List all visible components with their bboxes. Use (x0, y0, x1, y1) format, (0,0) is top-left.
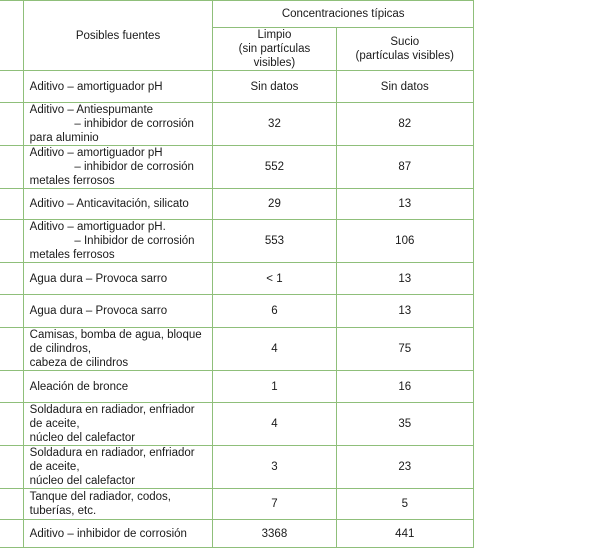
row-clean-value: 3368 (213, 520, 336, 548)
row-source: Aditivo – inhibidor de corrosión (23, 520, 213, 548)
table-row (0, 489, 474, 520)
row-element (0, 189, 23, 220)
table-row (0, 146, 474, 189)
row-clean-value: 552 (213, 146, 336, 189)
row-clean-value: 4 (213, 403, 336, 446)
row-element (0, 371, 23, 403)
table-row (0, 220, 474, 263)
row-dirty-value: 23 (336, 446, 473, 489)
row-source: Aditivo – Anticavitación, silicato (23, 189, 213, 220)
row-clean-value: < 1 (213, 263, 336, 295)
row-dirty-value: 13 (336, 263, 473, 295)
row-source: Aditivo – Antiespumante – inhibidor de corrosión para aluminio (23, 103, 213, 146)
row-clean-value: 4 (213, 328, 336, 371)
row-dirty-value: 82 (336, 103, 473, 146)
header-dirty: Sucio (partículas visibles) (336, 28, 473, 71)
table-row (0, 403, 474, 446)
table-row (0, 295, 474, 328)
row-clean-value: 7 (213, 489, 336, 520)
row-clean-value: 553 (213, 220, 336, 263)
row-element (0, 71, 23, 103)
row-source: Tanque del radiador, codos, tuberías, etc. (23, 489, 213, 520)
row-dirty-value: 87 (336, 146, 473, 189)
row-clean-value: 29 (213, 189, 336, 220)
row-clean-value: 3 (213, 446, 336, 489)
row-clean-value: 6 (213, 295, 336, 328)
table-row (0, 328, 474, 371)
table-row (0, 520, 474, 548)
row-element (0, 263, 23, 295)
row-clean-value: Sin datos (213, 71, 336, 103)
row-clean-value: 1 (213, 371, 336, 403)
row-clean-value: 32 (213, 103, 336, 146)
header-sources: Posibles fuentes (23, 1, 213, 71)
row-source: Camisas, bomba de agua, bloque de cilindros, cabeza de cilindros (23, 328, 213, 371)
row-dirty-value: 35 (336, 403, 473, 446)
row-dirty-value: 16 (336, 371, 473, 403)
header-element (0, 1, 23, 71)
header-clean: Limpio (sin partículas visibles) (213, 28, 336, 71)
row-element (0, 446, 23, 489)
table-row (0, 446, 474, 489)
row-source: Aditivo – amortiguador pH – inhibidor de corrosión metales ferrosos (23, 146, 213, 189)
row-element (0, 328, 23, 371)
row-dirty-value: 5 (336, 489, 473, 520)
row-element (0, 103, 23, 146)
row-element (0, 520, 23, 548)
row-element (0, 489, 23, 520)
row-element (0, 295, 23, 328)
row-source: Aleación de bronce (23, 371, 213, 403)
row-element (0, 403, 23, 446)
table-row (0, 371, 474, 403)
row-dirty-value: 13 (336, 189, 473, 220)
row-source: Aditivo – amortiguador pH. – Inhibidor de corrosión metales ferrosos (23, 220, 213, 263)
table-row (0, 263, 474, 295)
row-dirty-value: 441 (336, 520, 473, 548)
table-row (0, 103, 474, 146)
row-dirty-value: 13 (336, 295, 473, 328)
row-source: Agua dura – Provoca sarro (23, 295, 213, 328)
header-concentrations: Concentraciones típicas (213, 1, 474, 28)
table-row (0, 71, 474, 103)
row-element (0, 146, 23, 189)
row-dirty-value: 75 (336, 328, 473, 371)
table-row (0, 189, 474, 220)
row-source: Soldadura en radiador, enfriador de aceite, núcleo del calefactor (23, 403, 213, 446)
row-element (0, 220, 23, 263)
row-source: Aditivo – amortiguador pH (23, 71, 213, 103)
row-source: Agua dura – Provoca sarro (23, 263, 213, 295)
row-dirty-value: Sin datos (336, 71, 473, 103)
row-source: Soldadura en radiador, enfriador de aceite, núcleo del calefactor (23, 446, 213, 489)
row-dirty-value: 106 (336, 220, 473, 263)
